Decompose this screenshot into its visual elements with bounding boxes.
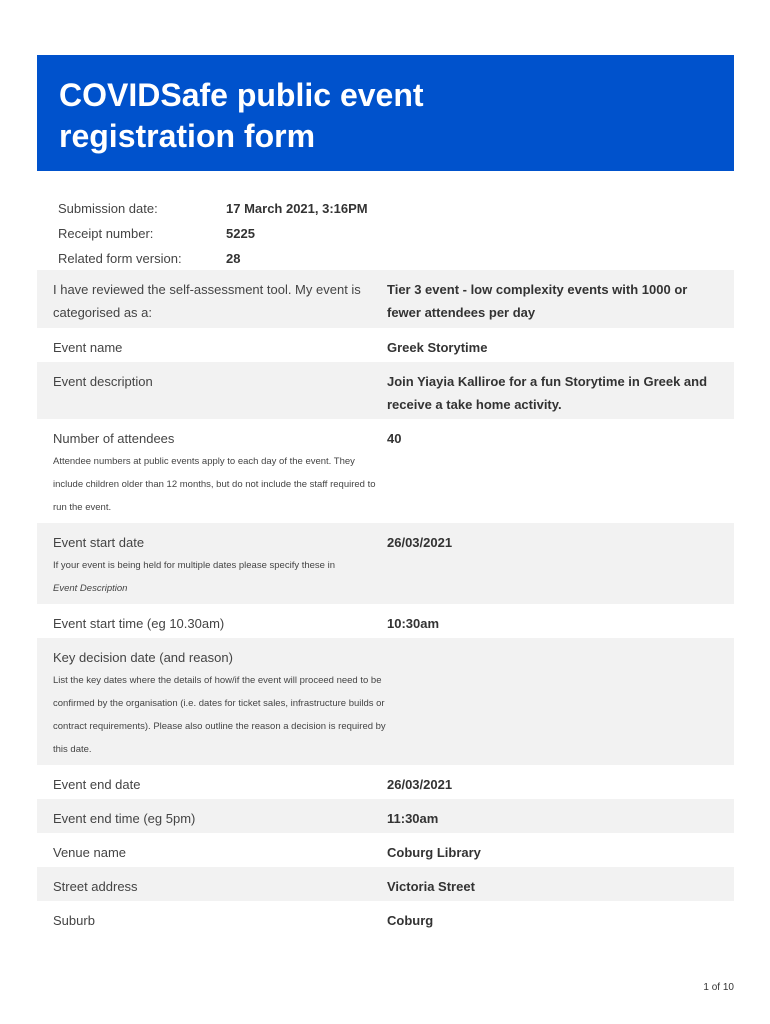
question-event-start-date: Event start date [53, 535, 145, 550]
row-event-end-date [37, 765, 734, 799]
row-key-decision-date [37, 638, 734, 765]
row-street-address [37, 867, 734, 901]
answer-street-address: Victoria Street [387, 879, 475, 894]
question-event-tier: I have reviewed the self-assessment tool. My event is categorised as a: [53, 282, 361, 320]
receipt-number-row [58, 221, 718, 246]
hint-event-start-date [53, 554, 387, 600]
question-number-of-attendees: Number of attendees [53, 431, 175, 446]
answer-event-end-time: 11:30am [387, 811, 439, 826]
form-responses [37, 270, 734, 935]
row-number-of-attendees [37, 419, 734, 523]
question-street-address: Street address [53, 879, 138, 894]
hint-event-start-date-text: If your event is being held for multiple dates please specify these in [53, 560, 335, 571]
row-event-end-time [37, 799, 734, 833]
question-attendees-block [53, 427, 387, 523]
form-version-label: Related form version: [58, 251, 182, 266]
question-event-end-time: Event end time (eg 5pm) [53, 811, 196, 826]
question-event-start-time: Event start time (eg 10.30am) [53, 616, 225, 631]
row-event-start-date [37, 523, 734, 604]
page-number: 1 of 10 [703, 982, 734, 993]
receipt-number-label: Receipt number: [58, 226, 154, 241]
hint-event-start-date-italic: Event Description [53, 583, 128, 594]
page-title: COVIDSafe public event registration form [59, 77, 424, 154]
answer-event-tier: Tier 3 event - low complexity events with 1000 or fewer attendees per day [387, 282, 688, 320]
hint-key-decision-date: List the key dates where the details of how/if the event will proceed need to be confirmed by the organisation (i.e. dates for ticket sales, infrastructure builds or contract requirements). Please also outline the reason a decision is required by this date. [53, 675, 386, 755]
answer-venue-name: Coburg Library [387, 845, 481, 860]
row-event-tier [37, 270, 734, 328]
answer-event-name: Greek Storytime [387, 340, 488, 355]
question-venue-name: Venue name [53, 845, 127, 860]
receipt-number-value: 5225 [226, 226, 255, 241]
row-suburb [37, 901, 734, 935]
hint-number-of-attendees: Attendee numbers at public events apply to each day of the event. They include children older than 12 months, but do not include the staff required to run the event. [53, 456, 376, 513]
form-version-row [58, 246, 718, 271]
answer-event-start-date: 26/03/2021 [387, 535, 453, 550]
answer-number-of-attendees: 40 [387, 431, 402, 446]
question-event-name: Event name [53, 340, 123, 355]
answer-event-end-date: 26/03/2021 [387, 777, 453, 792]
question-key-decision-date: Key decision date (and reason) [53, 650, 233, 665]
submission-date-label: Submission date: [58, 201, 158, 216]
question-suburb: Suburb [53, 913, 95, 928]
question-event-description: Event description [53, 374, 153, 389]
row-event-start-time [37, 604, 734, 638]
question-start-date-block [53, 531, 387, 604]
answer-event-description: Join Yiayia Kalliroe for a fun Storytime in Greek and receive a take home activity. [387, 374, 708, 412]
question-event-end-date: Event end date [53, 777, 141, 792]
answer-key-decision-date [387, 646, 718, 765]
submission-date-value: 17 March 2021, 3:16PM [226, 201, 368, 216]
row-event-name [37, 328, 734, 362]
answer-event-start-time: 10:30am [387, 616, 440, 631]
submission-date-row [58, 196, 718, 221]
answer-suburb: Coburg [387, 913, 434, 928]
row-event-description [37, 362, 734, 419]
question-key-decision-block [53, 646, 387, 765]
submission-meta [58, 196, 718, 271]
row-venue-name [37, 833, 734, 867]
form-header [37, 55, 734, 171]
form-version-value: 28 [226, 251, 241, 266]
